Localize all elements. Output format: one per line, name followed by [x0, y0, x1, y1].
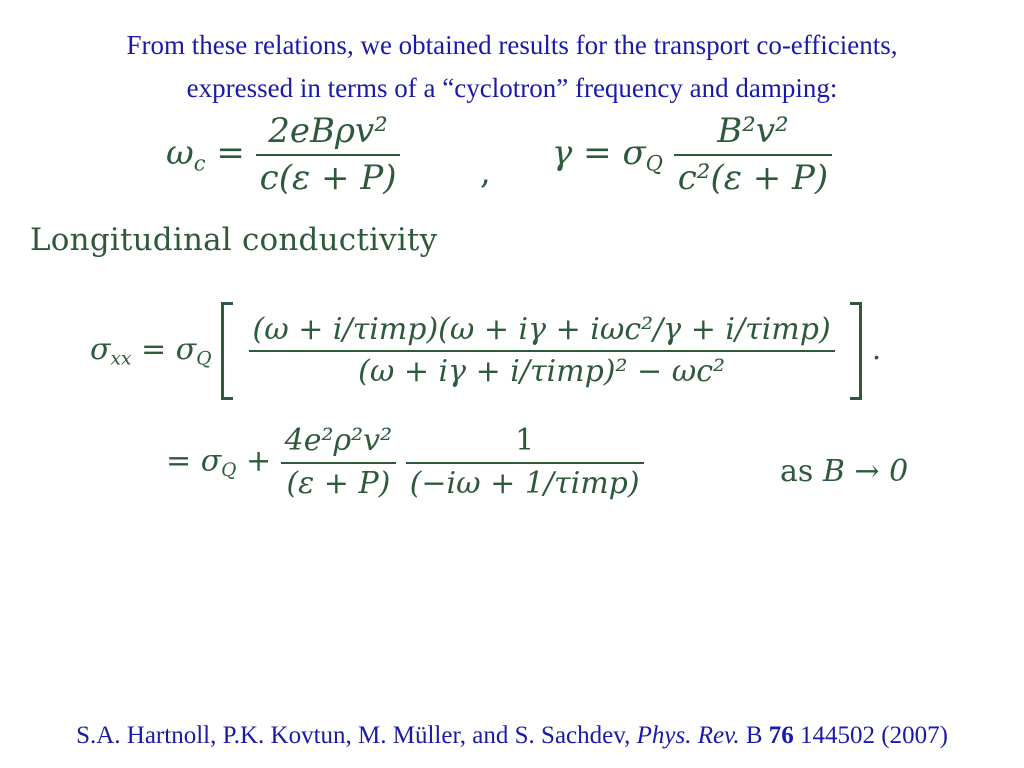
section-heading: Longitudinal conductivity — [30, 222, 438, 258]
intro-line-1: From these relations, we obtained results for the transport co-efficients, — [126, 30, 898, 60]
limit-term1: σ — [200, 443, 222, 479]
gamma-numerator: B²v² — [717, 111, 789, 151]
omega-c-lhs-sub: c — [193, 150, 206, 176]
sigma-xx-prefactor: σ — [175, 332, 197, 367]
limit-term1-sub: Q — [221, 460, 237, 482]
omega-c-fraction — [256, 112, 401, 198]
left-bracket — [221, 302, 233, 400]
limit-fraction-1-denominator: (ε + P) — [286, 465, 391, 501]
limit-fraction-1 — [281, 424, 397, 501]
intro-line-2: expressed in terms of a “cyclotron” frequency and damping: — [186, 73, 838, 103]
limit-fraction-2-bar — [406, 462, 644, 464]
omega-c-numerator: 2eBρv² — [268, 111, 388, 151]
gamma-fraction — [674, 112, 832, 198]
sigma-xx-fraction-bar — [249, 350, 835, 352]
citation-journal-series: B — [745, 722, 763, 749]
limit-plus: + — [245, 443, 272, 479]
citation — [0, 722, 1024, 750]
gamma-equals: = — [583, 133, 612, 174]
omega-c-fraction-bar — [256, 154, 401, 156]
sigma-xx-denominator: (ω + iγ + i/τimp)² − ωc² — [358, 354, 726, 389]
sigma-xx-lhs: σ — [90, 332, 111, 367]
limit-condition-text: B → 0 — [822, 454, 909, 489]
omega-c-equation — [166, 112, 400, 198]
gamma-denominator: c²(ε + P) — [677, 158, 829, 199]
citation-pages-year: 144502 (2007) — [800, 722, 948, 749]
omega-c-lhs: ω — [166, 133, 194, 174]
citation-authors: S.A. Hartnoll, P.K. Kovtun, M. Müller, and S. Sachdev, — [76, 722, 631, 749]
omega-c-denominator: c(ε + P) — [259, 158, 397, 199]
gamma-prefactor-sub: Q — [645, 150, 663, 176]
right-bracket — [850, 302, 862, 400]
limit-condition-prefix: as — [780, 454, 814, 489]
sigma-xx-equals: = — [141, 332, 167, 367]
gamma-equation — [552, 112, 832, 198]
limit-fraction-1-bar — [281, 462, 397, 464]
intro-text — [0, 24, 1024, 110]
sigma-xx-numerator: (ω + i/τimp)(ω + iγ + iωc²/γ + i/τimp) — [252, 311, 831, 347]
limit-fraction-1-numerator: 4e²ρ²v² — [284, 423, 393, 458]
limit-fraction-2 — [406, 424, 644, 501]
citation-journal: Phys. Rev. — [636, 722, 740, 749]
citation-volume: 76 — [768, 722, 794, 749]
limit-equals: = — [166, 443, 192, 479]
sigma-xx-equation — [90, 302, 881, 400]
sigma-xx-fraction — [249, 313, 835, 390]
gamma-prefactor: σ — [622, 133, 646, 174]
limit-condition — [780, 454, 908, 489]
sigma-xx-lhs-sub: xx — [110, 348, 132, 370]
limit-fraction-2-numerator: 1 — [515, 423, 535, 458]
omega-c-equals: = — [216, 133, 245, 174]
limit-fraction-2-denominator: (−iω + 1/τimp) — [409, 465, 640, 501]
sigma-xx-prefactor-sub: Q — [196, 348, 212, 370]
gamma-lhs: γ — [552, 133, 573, 174]
limit-equation — [166, 424, 644, 501]
sigma-xx-trailing-period: . — [871, 332, 882, 367]
equation-separator: , — [480, 152, 491, 192]
gamma-fraction-bar — [674, 154, 832, 156]
